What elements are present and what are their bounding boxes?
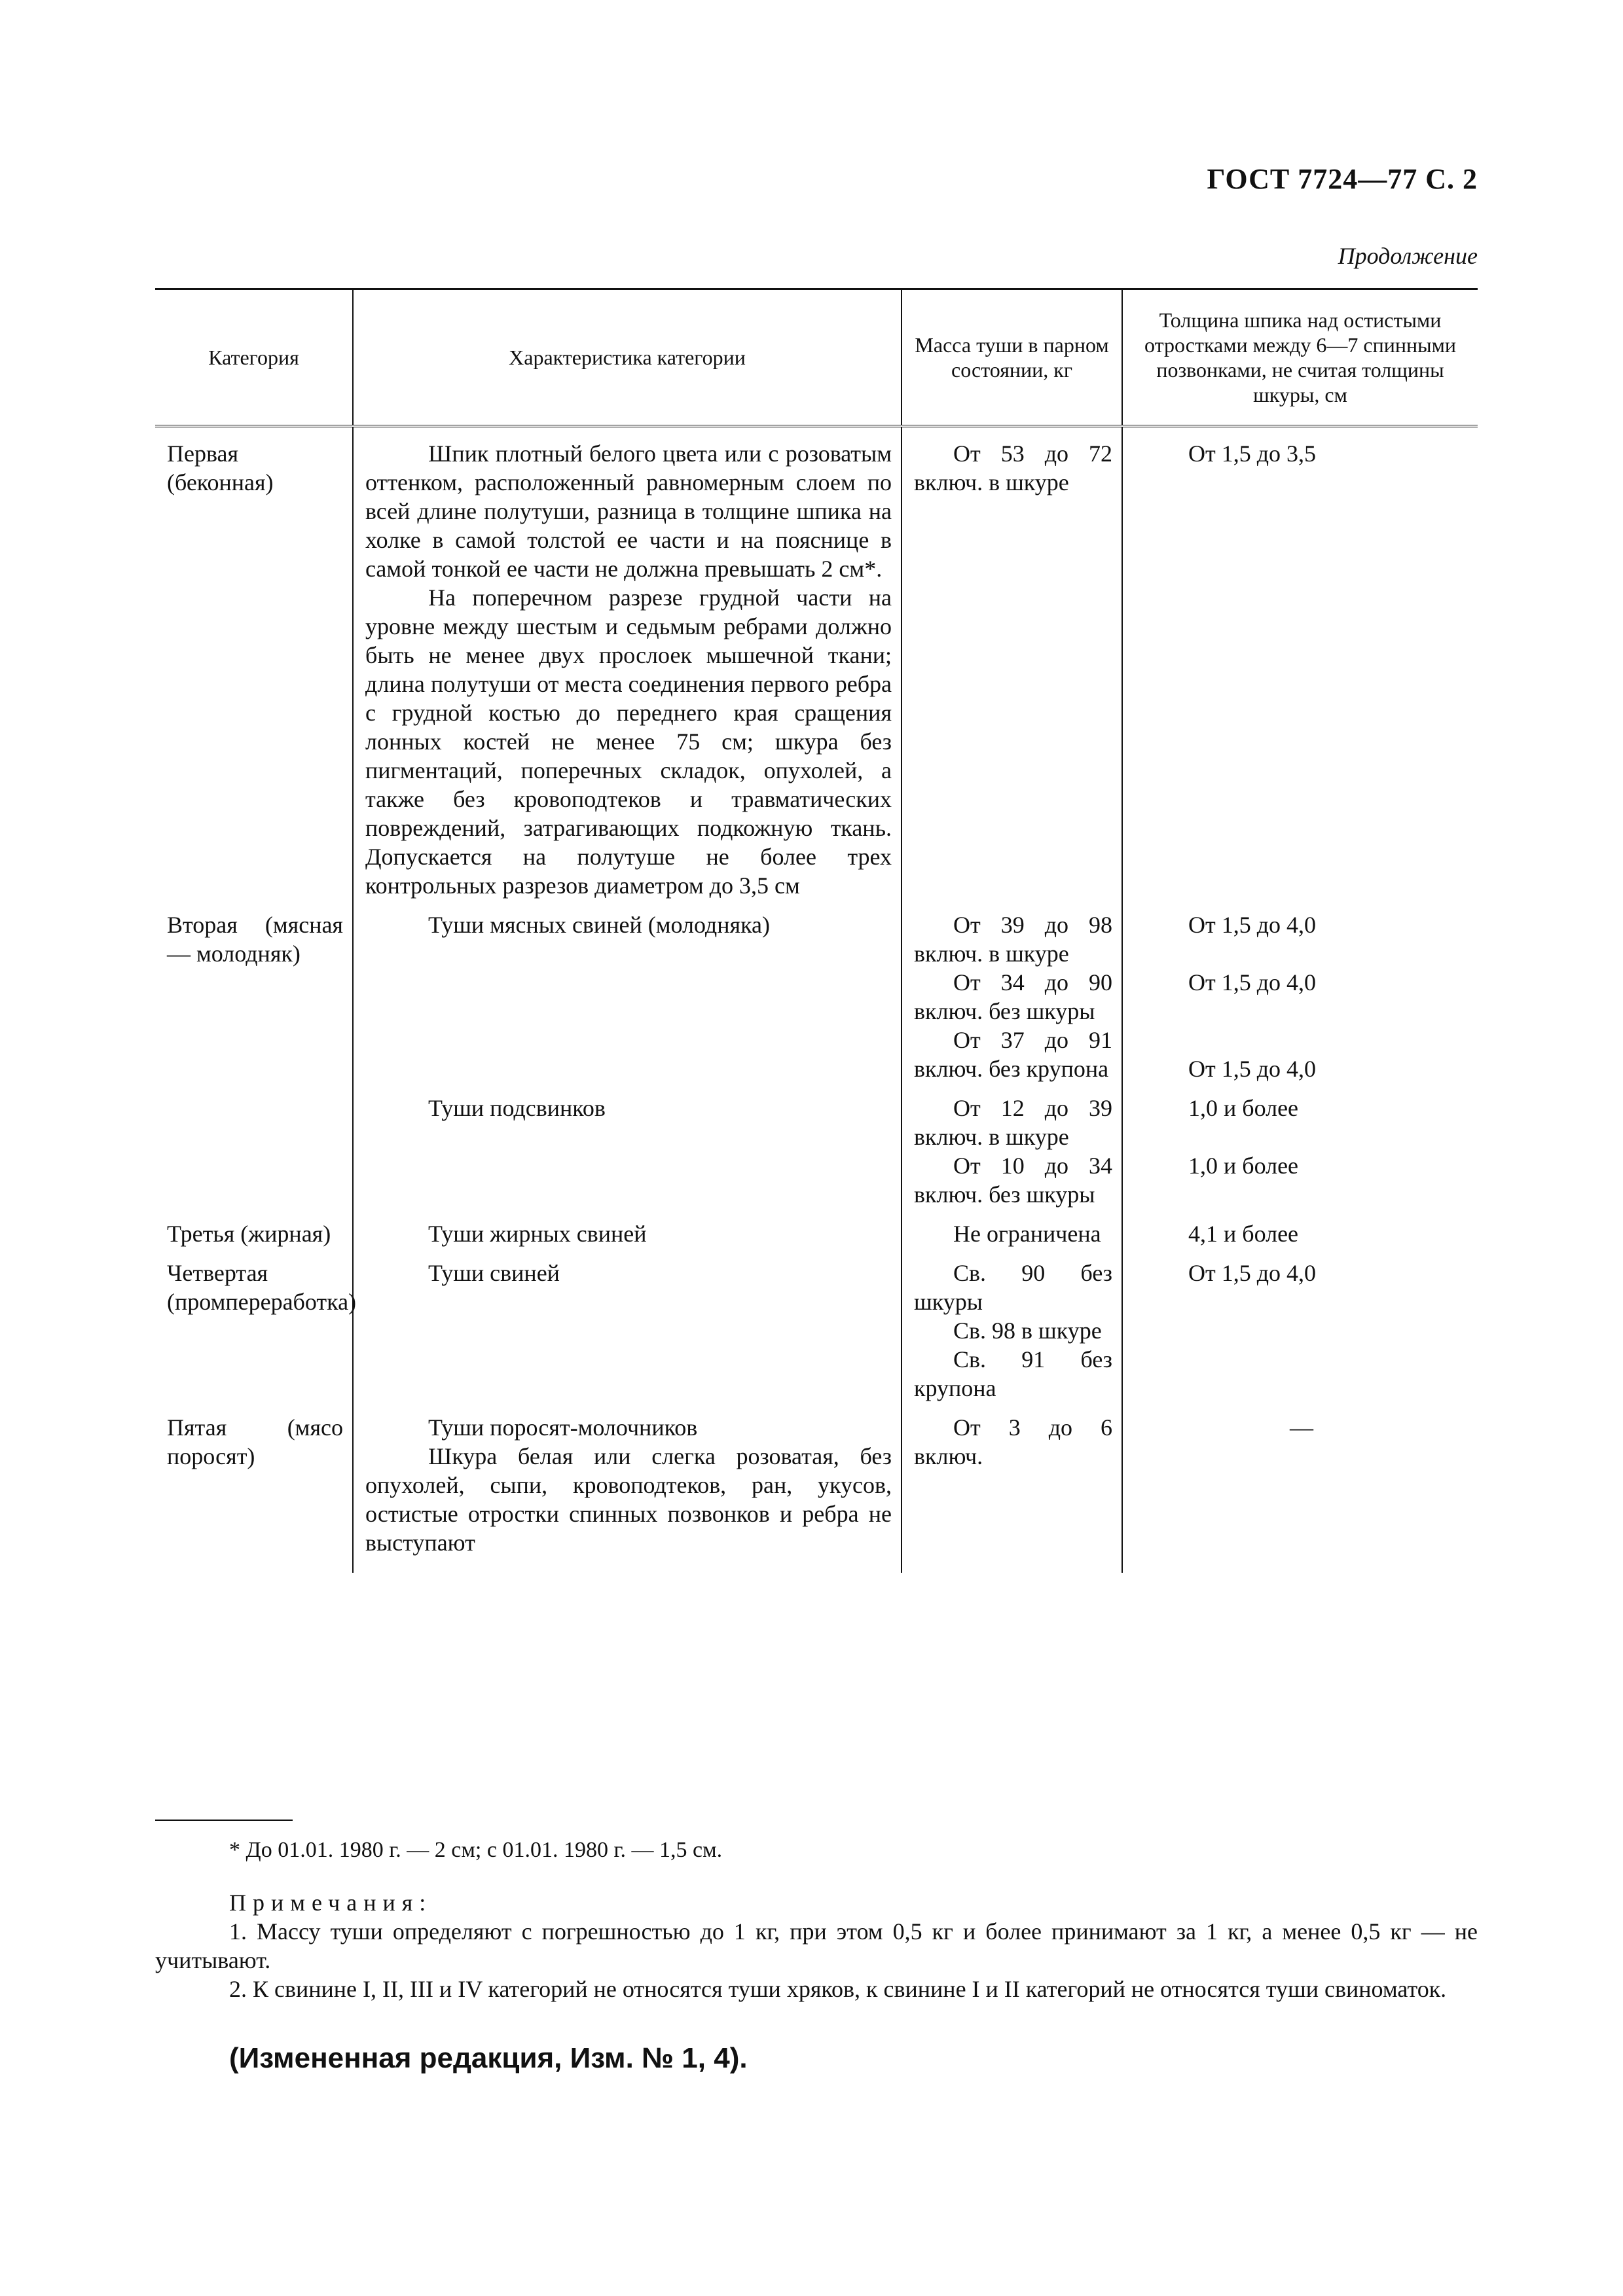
thickness-cell: [1122, 1083, 1478, 1209]
mass-value: От 10 до 34 включ. без шкуры: [914, 1153, 1112, 1208]
characteristic-paragraph: Туши свиней: [428, 1260, 560, 1286]
footnote-divider: [155, 1820, 293, 1821]
mass-value: Св. 91 без крупона: [914, 1346, 1112, 1401]
amendment-note: (Измененная редакция, Изм. № 1, 4).: [229, 2042, 748, 2074]
thickness-cell: [1122, 1403, 1478, 1573]
column-header-characteristic: Характеристика категории: [353, 289, 902, 427]
mass-cell: [902, 1403, 1122, 1573]
column-header-category: Категория: [155, 289, 353, 427]
mass-cell: [902, 1083, 1122, 1209]
characteristic-cell: [353, 1083, 902, 1209]
thickness-cell: [1122, 1248, 1478, 1403]
table-row: [155, 1209, 1478, 1248]
characteristic-cell: [353, 1209, 902, 1248]
characteristic-cell: [353, 1403, 902, 1573]
thickness-value: От 1,5 до 3,5: [1188, 440, 1317, 467]
thickness-cell: [1122, 1209, 1478, 1248]
characteristic-paragraph: Шпик плотный белого цвета или с розоватым оттенком, расположенный равномерным слоем по всей длине полутуши, разница в толщине шпика на холке в самой толстой ее части и на пояснице в самой тонкой ее части не должна превышать 2 см*.: [365, 440, 892, 582]
thickness-value: От 1,5 до 4,0: [1188, 969, 1317, 996]
category-table: [155, 288, 1478, 1573]
category-cell: Первая (беконная): [167, 440, 274, 495]
table-header-row: [155, 289, 1478, 427]
characteristic-paragraph: Туши мясных свиней (молодняка): [428, 912, 770, 938]
characteristic-paragraph: Туши жирных свиней: [428, 1221, 647, 1247]
mass-cell: [902, 1209, 1122, 1248]
mass-value: Св. 98 в шкуре: [953, 1318, 1102, 1344]
category-cell: Вторая (мясная — молодняк): [167, 912, 343, 967]
category-cell: Четвертая (промпереработка): [167, 1260, 357, 1315]
category-cell: Третья (жирная): [167, 1221, 331, 1247]
characteristic-paragraph: На поперечном разрезе грудной части на уровне между шестым и седьмым ребрами должно быть не менее двух прослоек мышечной ткани; длина полутуши от места соединения первого ребра с грудной костью до переднего края сращения лонных костей не менее 75 см; шкура без пигментаций, поперечных складок, опухолей, а также без кровоподтеков и травматических повреждений, затрагивающих подкожную ткань. Допускается на полутуше не более трех контрольных разрезов диаметром до 3,5 см: [365, 584, 892, 899]
continuation-label: Продолжение: [1338, 243, 1478, 269]
mass-cell: [902, 1248, 1122, 1403]
thickness-value: —: [1290, 1414, 1313, 1441]
mass-cell: [902, 426, 1122, 900]
mass-value: От 34 до 90 включ. без шкуры: [914, 969, 1112, 1024]
mass-cell: [902, 900, 1122, 1083]
thickness-value: От 1,5 до 4,0: [1188, 912, 1317, 938]
notes-section: [155, 1888, 1478, 2003]
characteristic-paragraph: Туши подсвинков: [428, 1095, 606, 1121]
mass-value: От 3 до 6 включ.: [914, 1414, 1112, 1469]
thickness-cell: [1122, 426, 1478, 900]
note-item: 2. К свинине I, II, III и IV категорий не относятся туши хряков, к свинине I и II категорий не относятся туши свиноматок.: [229, 1976, 1447, 2002]
table-row: [155, 900, 1478, 1083]
category-cell: [155, 1083, 353, 1209]
table-row: [155, 426, 1478, 900]
category-cell: Пятая (мясо поросят): [167, 1414, 343, 1469]
footnote: * До 01.01. 1980 г. — 2 см; с 01.01. 1980 г. — 1,5 см.: [229, 1838, 723, 1862]
column-header-mass: Масса туши в парном состоянии, кг: [902, 289, 1122, 427]
column-header-thickness: Толщина шпика над остистыми отростками между 6—7 спинными позвонками, не считая толщины шкуры, см: [1122, 289, 1478, 427]
characteristic-cell: [353, 1248, 902, 1403]
characteristic-paragraph: Туши поросят-молочников: [428, 1414, 698, 1441]
table-row: [155, 1083, 1478, 1209]
thickness-cell: [1122, 900, 1478, 1083]
mass-value: Св. 90 без шкуры: [914, 1260, 1112, 1315]
thickness-value: От 1,5 до 4,0: [1188, 1056, 1317, 1082]
table-row: [155, 1248, 1478, 1403]
characteristic-cell: [353, 900, 902, 1083]
table-row: [155, 1403, 1478, 1573]
mass-value: От 37 до 91 включ. без крупона: [914, 1027, 1112, 1082]
note-item: 1. Массу туши определяют с погрешностью до 1 кг, при этом 0,5 кг и более принимают за 1 кг, а менее 0,5 кг — не учитывают.: [155, 1918, 1478, 1973]
mass-value: Не ограничена: [953, 1221, 1101, 1247]
mass-value: От 53 до 72 включ. в шкуре: [914, 440, 1112, 495]
page-header-title: ГОСТ 7724—77 С. 2: [1207, 163, 1478, 195]
thickness-value: От 1,5 до 4,0: [1188, 1260, 1317, 1286]
thickness-value: 1,0 и более: [1188, 1095, 1299, 1121]
mass-value: От 12 до 39 включ. в шкуре: [914, 1095, 1112, 1150]
thickness-value: 4,1 и более: [1188, 1221, 1299, 1247]
characteristic-cell: [353, 426, 902, 900]
notes-title: Примечания:: [229, 1890, 433, 1916]
thickness-value: 1,0 и более: [1188, 1153, 1299, 1179]
characteristic-paragraph: Шкура белая или слегка розоватая, без опухолей, сыпи, кровоподтеков, ран, укусов, остистые отростки спинных позвонков и ребра не выступают: [365, 1443, 892, 1556]
mass-value: От 39 до 98 включ. в шкуре: [914, 912, 1112, 967]
